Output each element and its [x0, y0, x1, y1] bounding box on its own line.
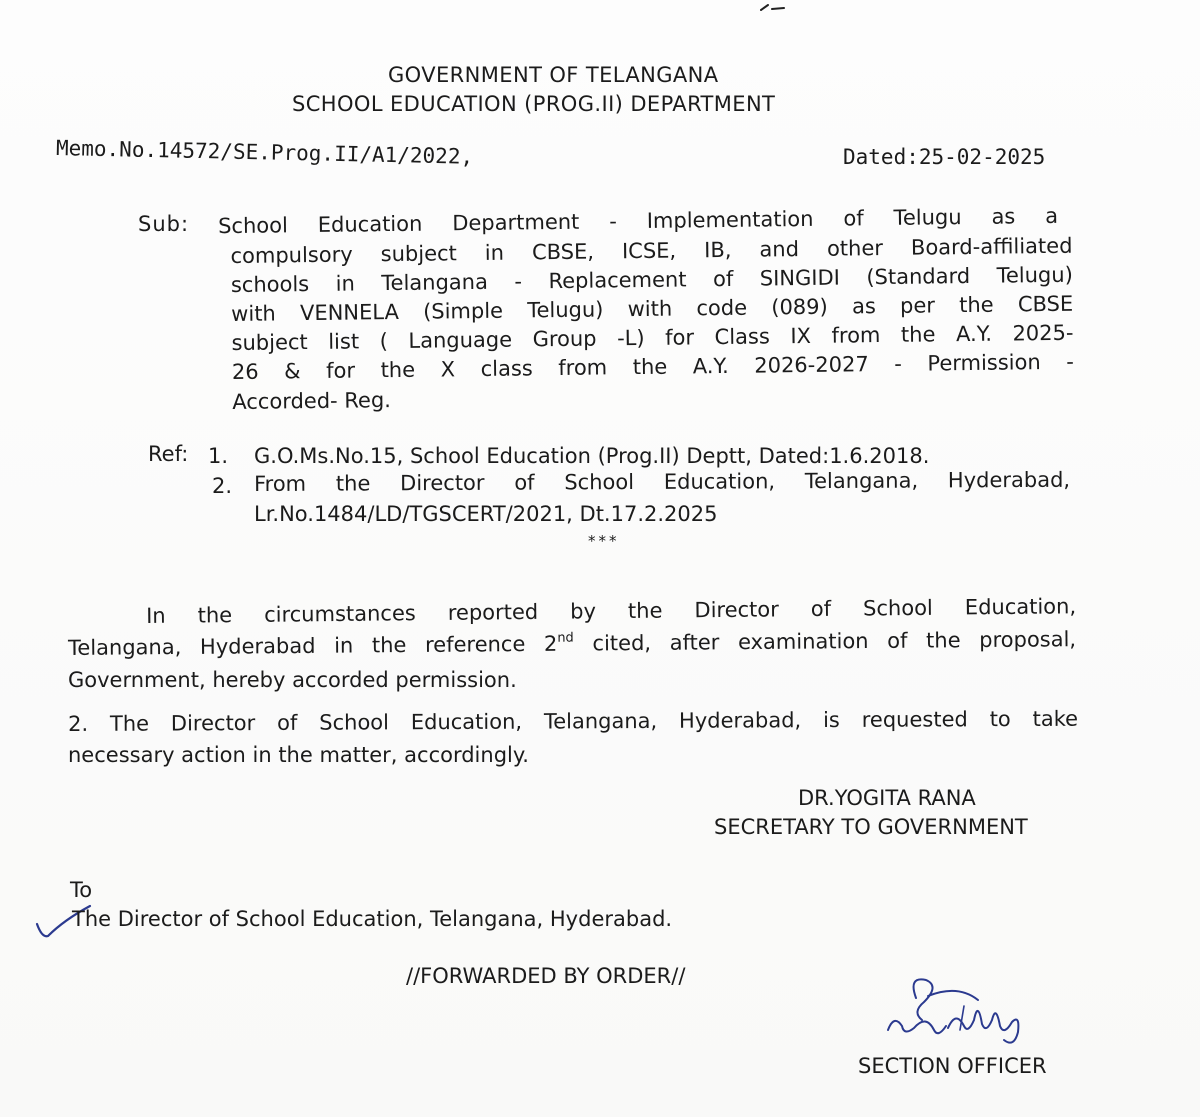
government-title: GOVERNMENT OF TELANGANA — [388, 63, 719, 87]
ref-2-text: From the Director of School Education, Telangana, Hyderabad, — [254, 467, 1071, 496]
subject-line: subject list ( Language Group -L) for Class IX from the A.Y. 2025- — [231, 320, 1074, 355]
ref-separator: *** — [588, 532, 620, 550]
signatory-name: DR.YOGITA RANA — [798, 786, 976, 810]
subject-line: compulsory subject in CBSE, ICSE, IB, and other Board-affiliated — [230, 233, 1073, 268]
corner-scribble — [758, 0, 788, 14]
memo-number: Memo.No.14572/SE.Prog.II/A1/2022, — [55, 136, 474, 169]
para2-line1: 2. The Director of School Education, Telangana, Hyderabad, is requested to take — [68, 706, 1079, 736]
signatory-designation: SECRETARY TO GOVERNMENT — [714, 815, 1028, 839]
para2-line2: necessary action in the matter, accordingly. — [68, 743, 529, 767]
ref-1-text: G.O.Ms.No.15, School Education (Prog.II) Deptt, Dated:1.6.2018. — [254, 444, 930, 468]
ref-label: Ref: — [148, 442, 189, 466]
recipient: The Director of School Education, Telangana, Hyderabad. — [72, 907, 673, 931]
subject-label: Sub: — [138, 212, 190, 236]
ref-2-number: 2. — [212, 474, 233, 498]
subject-line: 26 & for the X class from the A.Y. 2026-2027 - Permission - — [231, 349, 1075, 384]
subject-line: Accorded- Reg. — [232, 388, 392, 414]
subject-line: School Education Department - Implementation of Telugu as a — [218, 203, 1059, 239]
handwritten-signature — [868, 970, 1058, 1060]
para1-line1: In the circumstances reported by the Director of School Education, — [146, 594, 1077, 628]
subject-text — [218, 203, 1075, 414]
subject-line: schools in Telangana - Replacement of SINGIDI (Standard Telugu) — [230, 262, 1073, 297]
subject-line: with VENNELA (Simple Telugu) with code (089) as per the CBSE — [231, 291, 1074, 326]
ref-2-letter: Lr.No.1484/LD/TGSCERT/2021, Dt.17.2.2025 — [254, 502, 718, 526]
para1-line2 — [68, 627, 1076, 660]
para1-line2-text: Telangana, Hyderabad in the reference 2 — [68, 631, 558, 660]
forwarded-by-order: //FORWARDED BY ORDER// — [406, 964, 686, 988]
para1-line3: Government, hereby accorded permission. — [68, 668, 517, 692]
department-title: SCHOOL EDUCATION (PROG.II) DEPARTMENT — [292, 92, 776, 116]
to-label: To — [70, 878, 93, 902]
section-officer: SECTION OFFICER — [858, 1054, 1047, 1078]
ordinal-suffix: nd — [557, 630, 574, 646]
para1-line2-rest: cited, after examination of the proposal, — [573, 627, 1077, 656]
memo-date: Dated:25-02-2025 — [843, 145, 1046, 169]
ref-1-number: 1. — [208, 444, 229, 468]
